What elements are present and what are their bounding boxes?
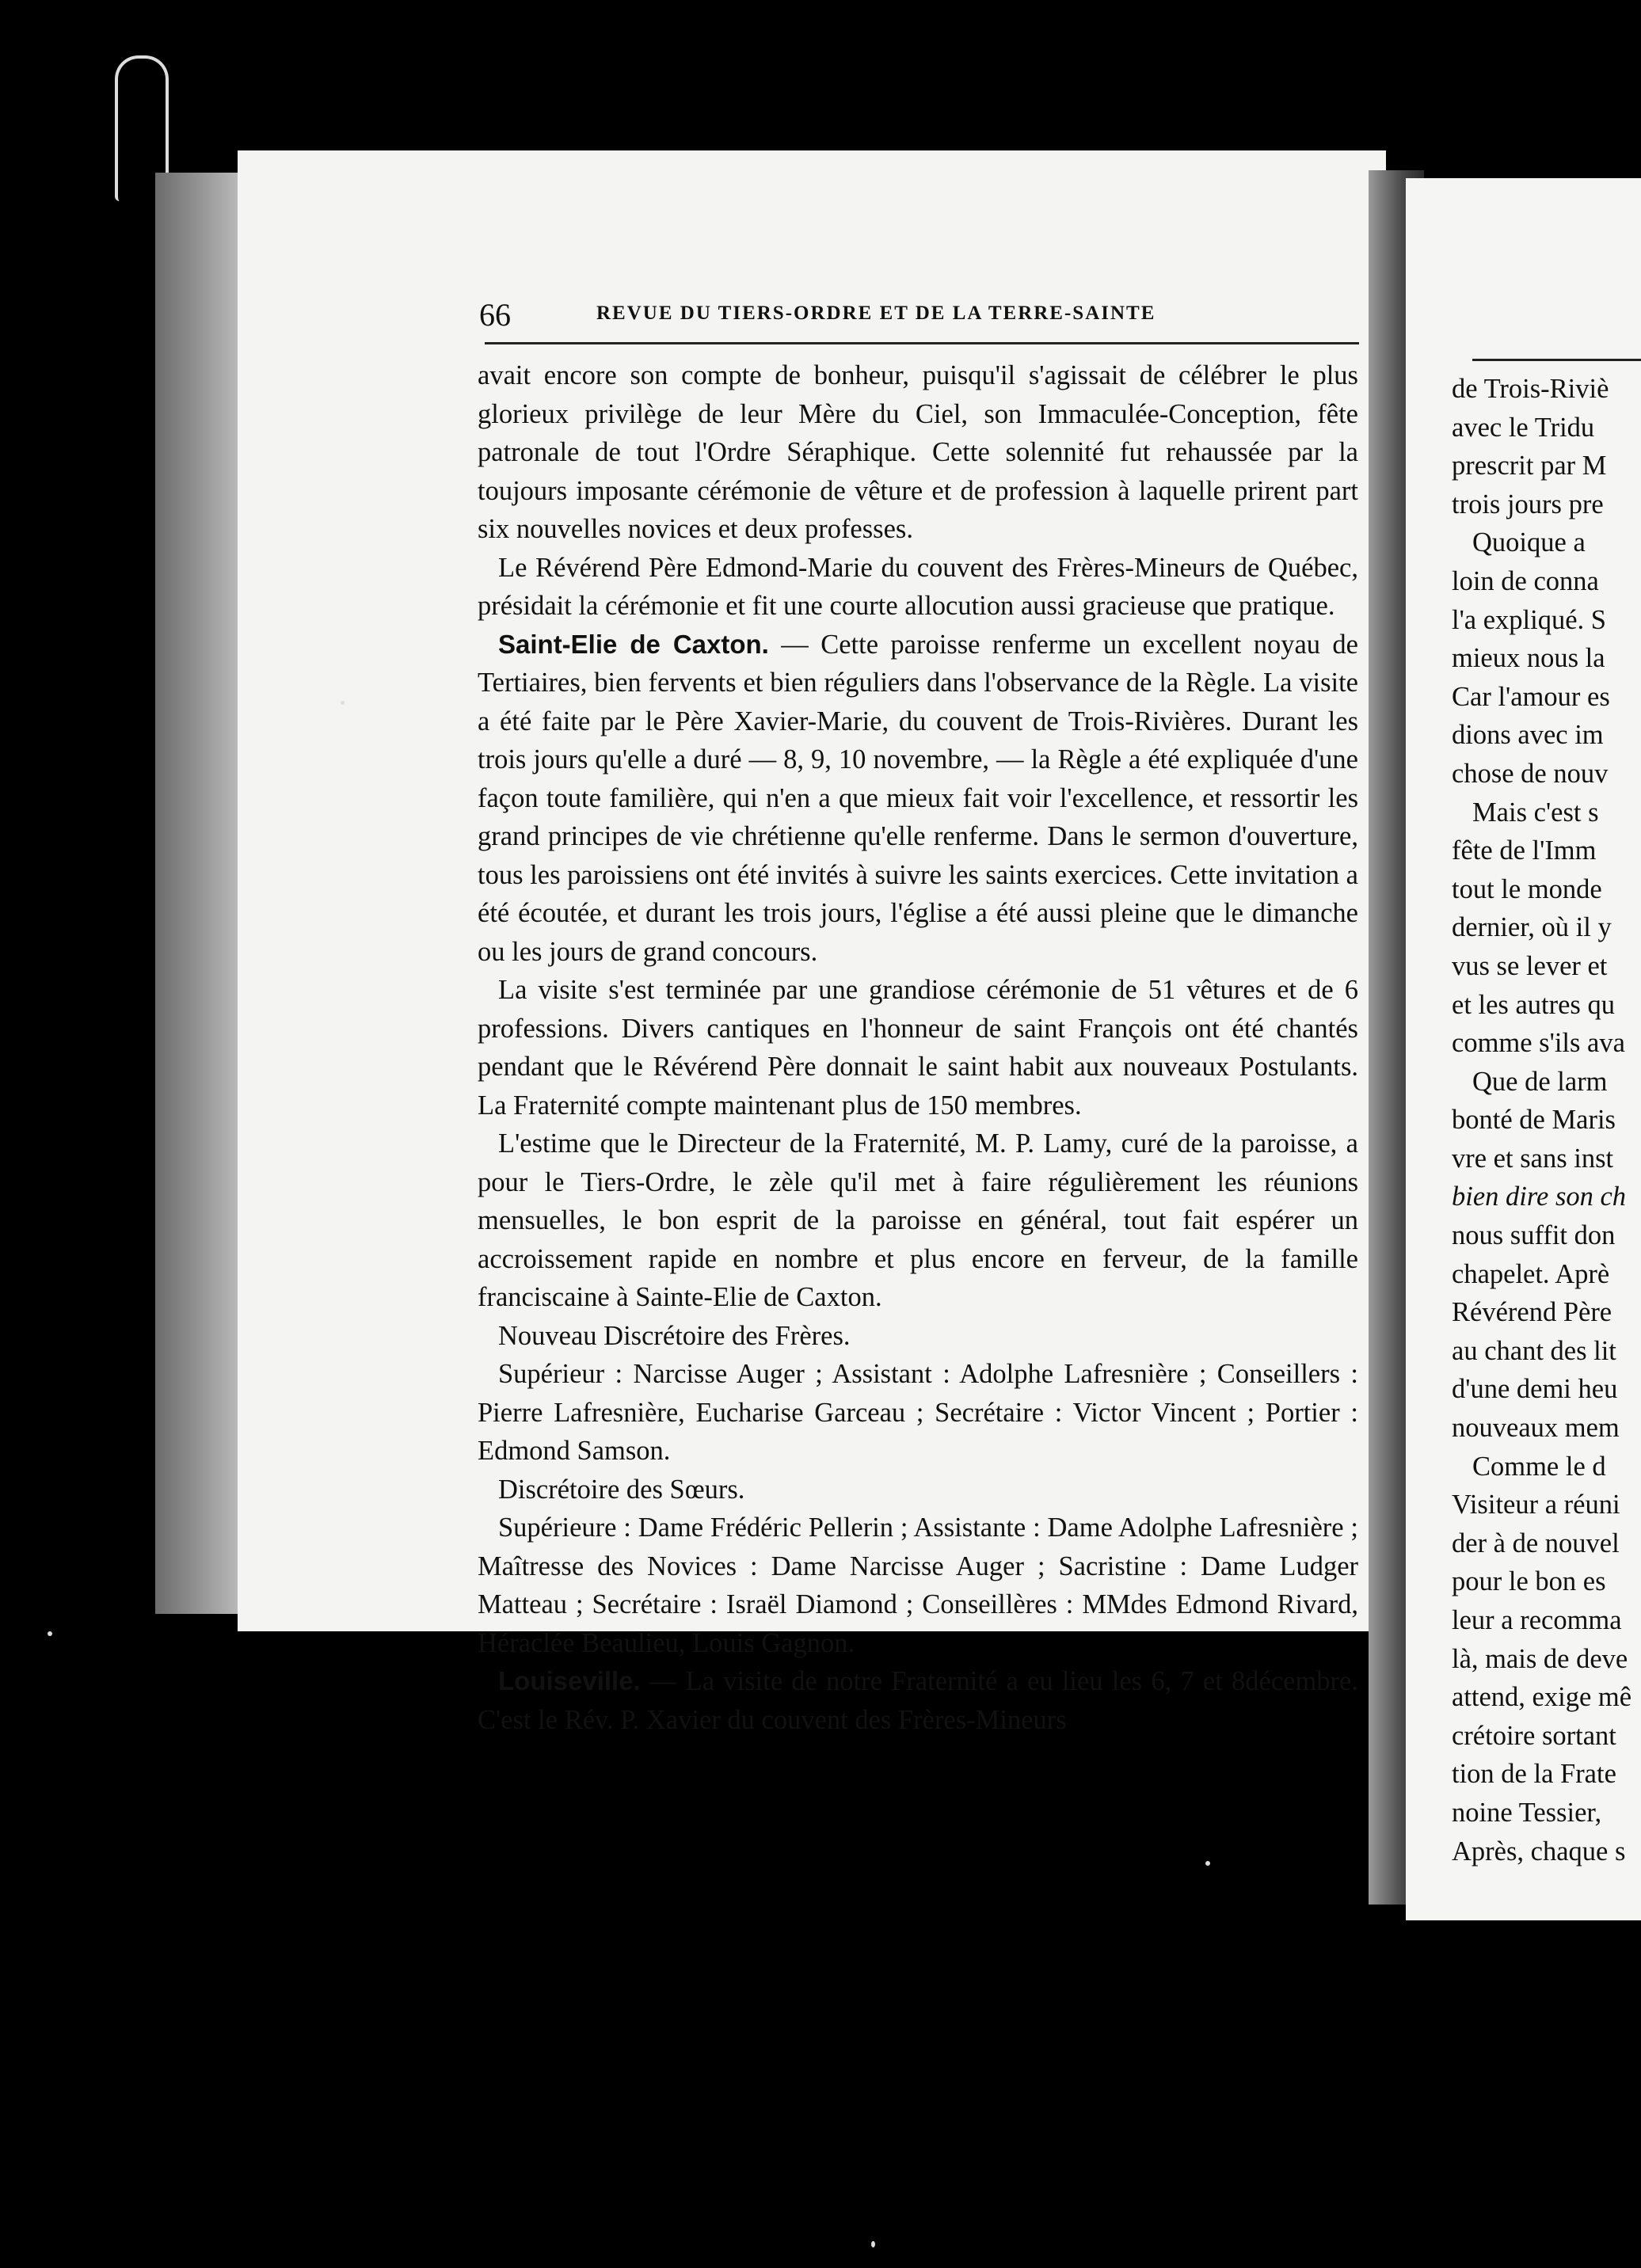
right-page-line: loin de conna <box>1452 565 1599 596</box>
running-head: REVUE DU TIERS-ORDRE ET DE LA TERRE-SAINTE <box>596 303 1156 324</box>
right-page-line: fête de l'Imm <box>1452 835 1597 866</box>
right-header-rule <box>1472 359 1641 361</box>
paragraph: Le Révérend Père Edmond-Marie du couvent des Frères-Mineurs de Québec, présidait la cérémonie et fit une courte allocution aussi gracieuse que pratique. <box>478 552 1358 621</box>
paragraph: avait encore son compte de bonheur, puisqu'il s'agissait de célébrer le plus glorieux privilège de leur Mère du Ciel, son Immaculée-Conception, fête patronale de tout l'Ordre Séraphique. Cette solennité fut rehaussée par la toujours imposante cérémonie de vêture et de profession à laquelle prirent part six nouvelles novices et deux professes. <box>478 360 1358 544</box>
right-page-line: prescrit par M <box>1452 451 1607 481</box>
right-page-line: bonté de Maris <box>1452 1105 1616 1136</box>
right-page-line: mieux nous la <box>1452 643 1605 674</box>
section-heading: Saint-Elie de Caxton. <box>498 629 769 659</box>
right-page-line: tion de la Frate <box>1452 1759 1616 1790</box>
page-number: 66 <box>479 297 511 333</box>
right-page-line: au chant des lit <box>1452 1335 1616 1366</box>
right-page-line: là, mais de deve <box>1452 1643 1628 1674</box>
right-page-line: vre et sans inst <box>1452 1143 1614 1174</box>
paragraph: L'estime que le Directeur de la Fraternité, M. P. Lamy, curé de la paroisse, a pour le Tiers-Ordre, le zèle qu'il met à faire régulièrement les réunions mensuelles, le bon esprit de la paroisse en général, tout fait espérer un accroissement rapide en nombre et plus encore en ferveur, de la famille franciscaine à Sainte-Elie de Caxton. <box>478 1128 1358 1312</box>
right-page-line: Comme le d <box>1472 1451 1606 1482</box>
dust-speck <box>1205 1861 1210 1866</box>
header-rule <box>485 342 1359 344</box>
right-page-line: vus se lever et <box>1452 950 1608 981</box>
dust-speck <box>871 2241 875 2247</box>
right-page-line: pour le bon es <box>1452 1566 1606 1597</box>
right-page-line: trois jours pre <box>1452 489 1604 519</box>
right-page-line: chapelet. Aprè <box>1452 1258 1610 1289</box>
right-page <box>1406 178 1641 1920</box>
right-page-line: leur a recomma <box>1452 1605 1622 1635</box>
right-page-line: tout le monde <box>1452 873 1602 904</box>
right-page-line: d'une demi heu <box>1452 1374 1618 1405</box>
right-page-line: et les autres qu <box>1452 989 1615 1020</box>
paragraph: Supérieure : Dame Frédéric Pellerin ; Assistante : Dame Adolphe Lafresnière ; Maîtresse des Novices : Dame Narcisse Auger ; Sacristine : Dame Ludger Matteau ; Secrétaire : Israël Diamond ; Conseillères : MMdes Edmond Rivard, Héraclée Beaulieu, Louis Gagnon. <box>478 1513 1358 1658</box>
right-page-line: der à de nouvel <box>1452 1528 1620 1558</box>
paragraph: Nouveau Discrétoire des Frères. <box>498 1320 851 1351</box>
section-heading: Louiseville. <box>498 1666 641 1695</box>
right-page-line: Mais c'est s <box>1472 797 1599 828</box>
right-page-line: dernier, où il y <box>1452 912 1612 943</box>
right-page-line: Révérend Père <box>1452 1297 1612 1328</box>
right-page-line: nouveaux mem <box>1452 1413 1620 1444</box>
right-page-line: de Trois-Riviè <box>1452 374 1609 404</box>
right-page-line: Après, chaque s <box>1452 1836 1626 1867</box>
left-page-body <box>478 356 1358 1739</box>
right-page-line: bien dire son ch <box>1452 1182 1627 1212</box>
paragraph: Discrétoire des Sœurs. <box>498 1474 745 1505</box>
right-page-line: Quoique a <box>1472 527 1586 558</box>
right-page-line: comme s'ils ava <box>1452 1028 1625 1059</box>
right-page-line: avec le Tridu <box>1452 412 1595 443</box>
right-page-line: Car l'amour es <box>1452 681 1610 712</box>
right-page-line: l'a expliqué. S <box>1452 604 1606 635</box>
paragraph: Louiseville. — La visite de notre Fraternité a eu lieu les 6, 7 et 8décembre. C'est le Rév. P. Xavier du couvent des Frères-Mineurs <box>478 1666 1358 1735</box>
dust-speck <box>341 701 345 705</box>
right-page-line: noine Tessier, <box>1452 1797 1602 1828</box>
right-page-line: Visiteur a réuni <box>1452 1490 1620 1520</box>
right-page-line: Que de larm <box>1472 1066 1608 1097</box>
paragraph: La visite s'est terminée par une grandiose cérémonie de 51 vêtures et de 6 professions. Divers cantiques en l'honneur de saint François ont été chantés pendant que le Révérend Père donnait le saint habit aux nouveaux Postulants. La Fraternité compte maintenant plus de 150 membres. <box>478 975 1358 1121</box>
paragraph: Supérieur : Narcisse Auger ; Assistant : Adolphe Lafresnière ; Conseillers : Pierre Lafresnière, Eucharise Garceau ; Secrétaire : Victor Vincent ; Portier : Edmond Samson. <box>478 1359 1358 1466</box>
right-page-text <box>1452 370 1641 1870</box>
right-page-line: chose de nouv <box>1452 758 1609 789</box>
right-page-line: dions avec im <box>1452 720 1604 751</box>
right-page-line: crétoire sortant <box>1452 1720 1616 1751</box>
paragraph: Saint-Elie de Caxton. — Cette paroisse renferme un excellent noyau de Tertiaires, bien fervents et bien réguliers dans l'observance de la Règle. La visite a été faite par le Père Xavier-Marie, du couvent de Trois-Rivières. Durant les trois jours qu'elle a duré — 8, 9, 10 novembre, — la Règle a été expliquée d'une façon toute familière, qui n'en a que mieux fait voir l'excellence, et ressortir les grand principes de vie chrétienne qu'elle renferme. Dans le sermon d'ouverture, tous les paroissiens ont été invités à suivre les saints exercices. Cette invitation a été écoutée, et durant les trois jours, l'église a été aussi pleine que le dimanche ou les jours de grand concours. <box>478 629 1358 967</box>
page-header <box>479 296 1357 344</box>
dust-speck <box>48 1631 52 1636</box>
right-page-line: nous suffit don <box>1452 1220 1616 1251</box>
right-page-line: attend, exige mê <box>1452 1682 1632 1713</box>
